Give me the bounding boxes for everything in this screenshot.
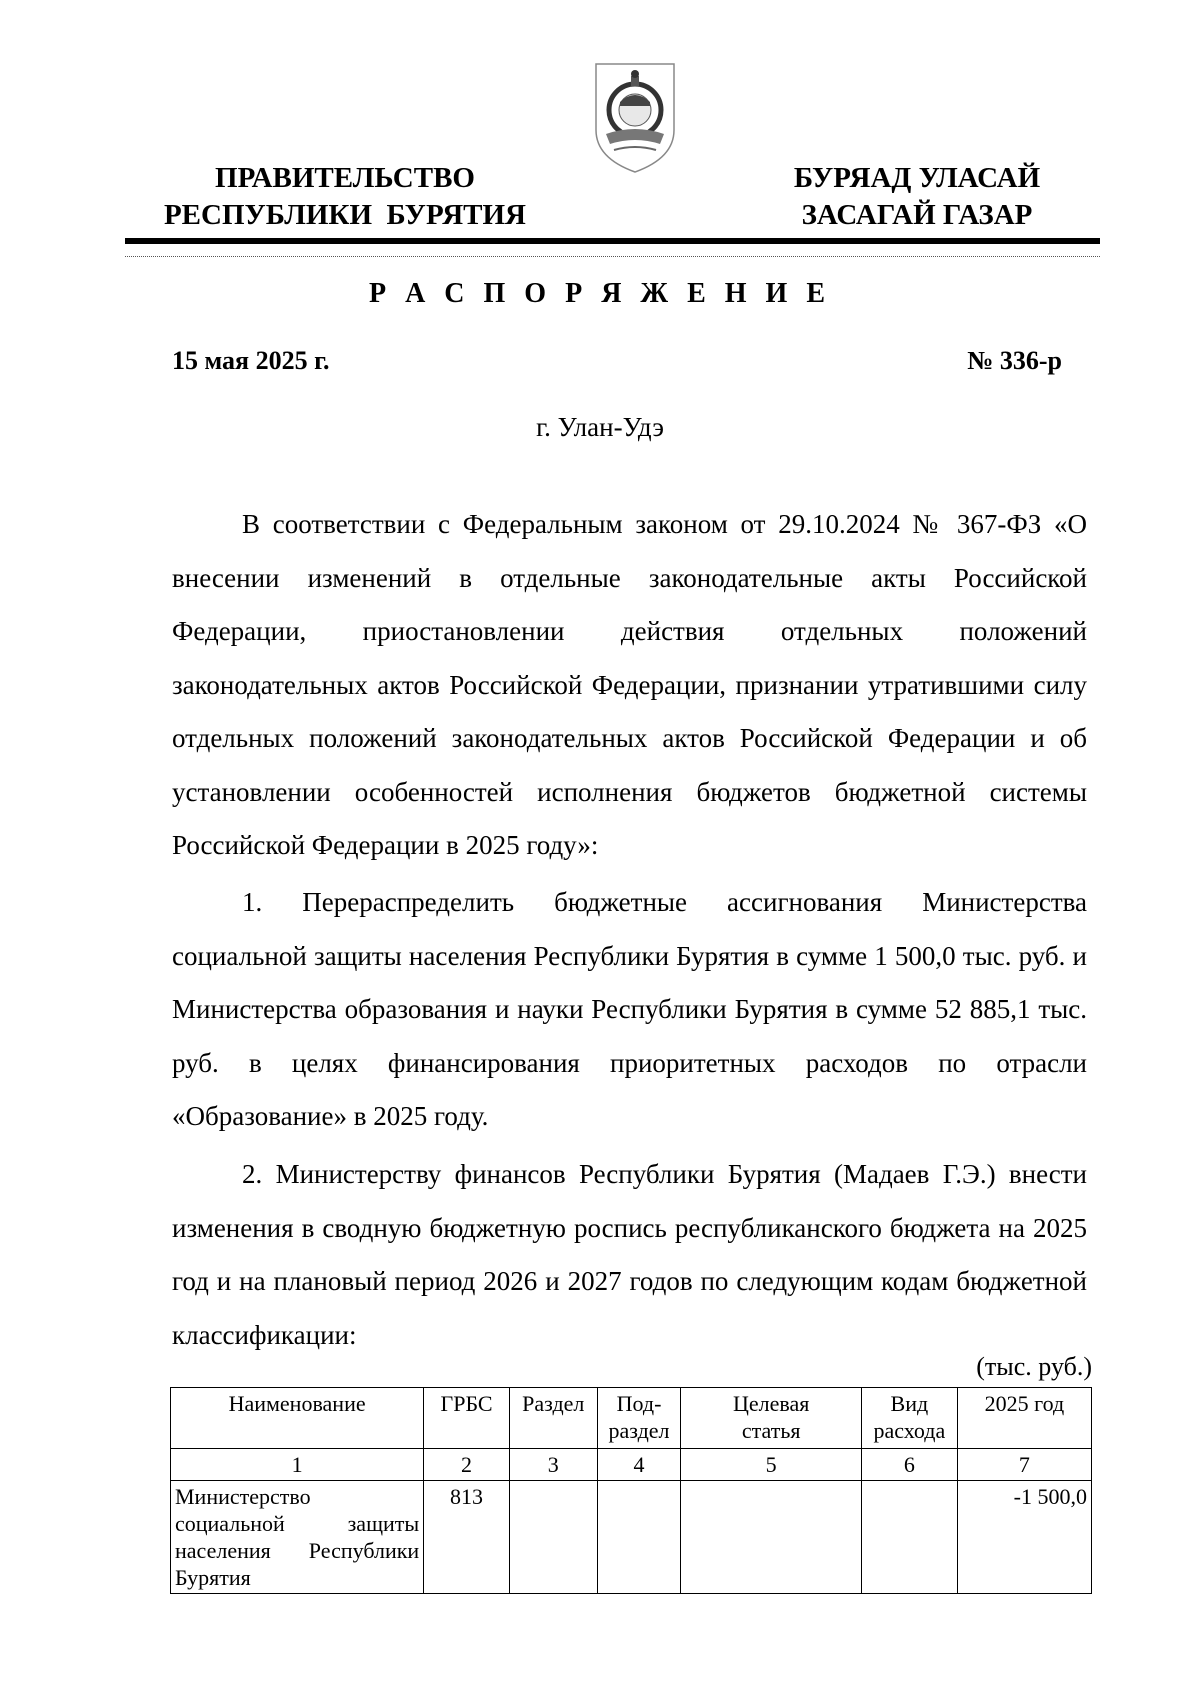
header-celevaya-line-2: статья <box>741 1418 801 1443</box>
row-razdel <box>509 1481 597 1594</box>
header-vid-line-2: расхода <box>873 1418 946 1443</box>
header-vid-rashoda <box>861 1388 957 1449</box>
header-podrazdel-line-1: Под- <box>616 1391 662 1416</box>
header-divider-thick <box>125 238 1100 244</box>
header-vid-line-1: Вид <box>890 1391 929 1416</box>
row-celevaya <box>681 1481 862 1594</box>
budget-classification-table <box>170 1387 1092 1594</box>
row-grbs: 813 <box>424 1481 510 1594</box>
issuer-name-russian <box>150 160 540 234</box>
issuer-buryat-line-1: БУРЯАД УЛАСАЙ <box>793 162 1041 194</box>
row-podrazdel <box>597 1481 681 1594</box>
item-2-paragraph: 2. Министерству финансов Республики Бурятия (Мадаев Г.Э.) внести изменения в сводную бюджетную роспись республиканского бюджета на 2025 год и на плановый период 2026 и 2027 годов по следующим кодам бюджетной классификации: <box>172 1159 1087 1350</box>
header-razdel: Раздел <box>509 1388 597 1449</box>
column-number: 4 <box>597 1449 681 1481</box>
document-date: 15 мая 2025 г. <box>172 346 330 375</box>
header-year: 2025 год <box>957 1388 1091 1449</box>
issuer-line-1: ПРАВИТЕЛЬСТВО <box>215 162 475 194</box>
preamble-paragraph: В соответствии с Федеральным законом от 29.10.2024 № 367-ФЗ «О внесении изменений в отдельные законодательные акты Российской Федерации, приостановлении действия отдельных положений законодательных актов Российской Федерации, признании утратившими силу отдельных положений законодательных актов Российской Федерации и об установлении особенностей исполнения бюджетов бюджетной системы Российской Федерации в 2025 году»: <box>172 509 1087 860</box>
header-celevaya-statya <box>681 1388 862 1449</box>
issuer-name-buryat <box>752 160 1082 234</box>
header-celevaya-line-1: Целевая <box>732 1391 810 1416</box>
row-vid <box>861 1481 957 1594</box>
item-1-paragraph: 1. Перераспределить бюджетные ассигнования Министерства социальной защиты населения Республики Бурятия в сумме 1 500,0 тыс. руб. и Министерства образования и науки Республики Бурятия в сумме 52 885,1 тыс. руб. в целях финансирования приоритетных расходов по отрасли «Образование» в 2025 году. <box>172 887 1087 1131</box>
header-grbs: ГРБС <box>424 1388 510 1449</box>
document-title: Р А С П О Р Я Ж Е Н И Е <box>368 278 832 309</box>
table-header-row <box>171 1388 1092 1449</box>
table-row <box>171 1481 1092 1594</box>
column-number: 3 <box>509 1449 597 1481</box>
coat-of-arms-emblem <box>590 58 680 176</box>
issuer-buryat-line-2: ЗАСАГАЙ ГАЗАР <box>801 199 1033 231</box>
column-number: 5 <box>681 1449 862 1481</box>
header-name: Наименование <box>171 1388 424 1449</box>
document-city: г. Улан-Удэ <box>536 412 664 442</box>
column-number: 2 <box>424 1449 510 1481</box>
column-number: 1 <box>171 1449 424 1481</box>
header-divider-thin <box>125 256 1100 257</box>
column-number: 6 <box>861 1449 957 1481</box>
issuer-line-2: РЕСПУБЛИКИ БУРЯТИЯ <box>163 199 527 231</box>
header-podrazdel-line-2: раздел <box>608 1418 670 1443</box>
table-units-label: (тыс. руб.) <box>976 1352 1092 1381</box>
document-number: № 336-р <box>967 346 1062 375</box>
column-number-row <box>171 1449 1092 1481</box>
column-number: 7 <box>957 1449 1091 1481</box>
row-amount: -1 500,0 <box>957 1481 1091 1594</box>
header-podrazdel <box>597 1388 681 1449</box>
row-name: Министерство социальной защиты населения Республики Бурятия <box>171 1481 424 1594</box>
